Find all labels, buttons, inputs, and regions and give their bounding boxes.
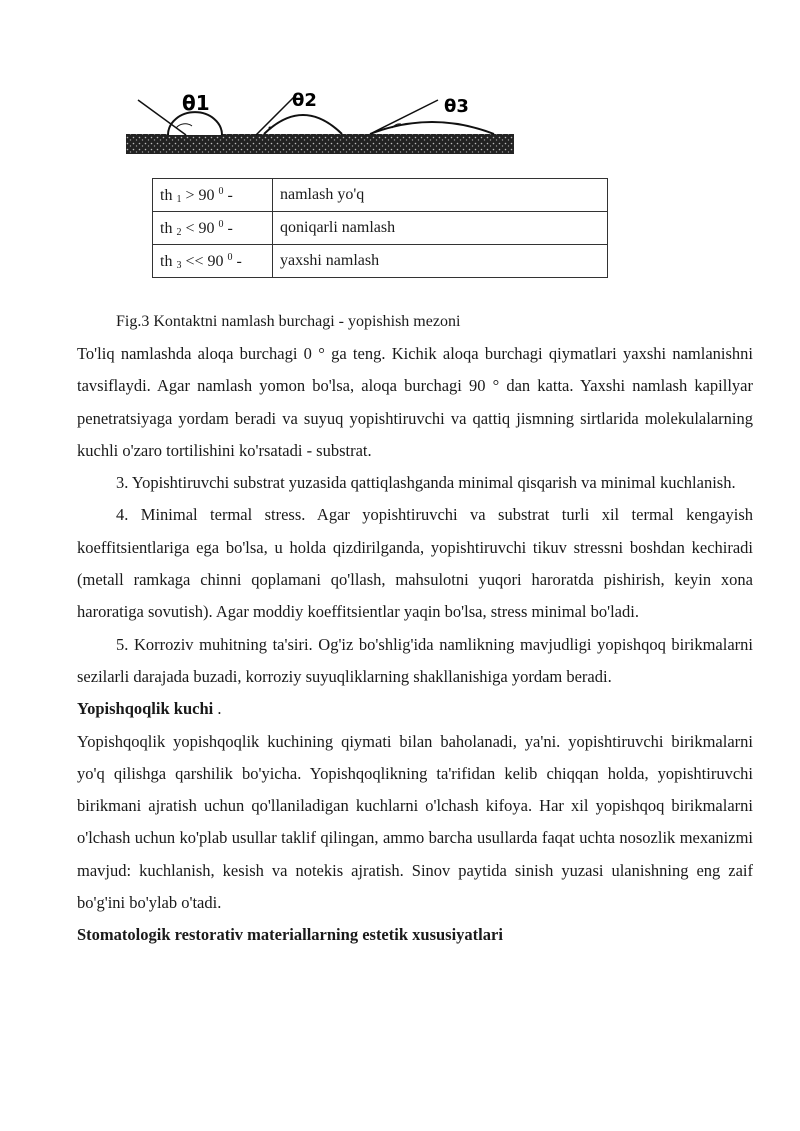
substrate-surface [126,134,514,154]
angle-cell: th $_3$ << 90 $^0$ - [153,245,273,278]
theta2-label: θ2 [292,90,317,111]
figure-caption: Fig.3 Kontaktni namlash burchagi - yopishish mezoni [116,313,461,330]
drop-1 [138,91,222,135]
description-cell: yaxshi namlash [273,245,608,278]
description-cell: qoniqarli namlash [273,212,608,245]
angle-cell: th $_2$ < 90 $^0$ - [153,212,273,245]
body-text [77,338,753,952]
paragraph-item-3: 3. Yopishtiruvchi substrat yuzasida qattiqlashganda minimal qisqarish va minimal kuchlanish. [116,473,736,493]
heading-aesthetic-properties: Stomatologik restorativ materiallarning estetik xususiyatlari [77,925,503,945]
theta3-label: θ3 [444,96,469,117]
description-cell: namlash yo'q [273,179,608,212]
heading-text: Yopishqoqlik kuchi [77,699,214,719]
table-row [153,179,608,212]
drop-2 [256,90,342,135]
heading-adhesion-strength: Yopishqoqlik kuchi . [77,699,222,719]
table-row [153,212,608,245]
drop-3 [370,96,494,134]
table-row [153,245,608,278]
theta1-label: θ1 [182,91,210,115]
paragraph-wetting: To'liq namlashda aloqa burchagi 0 ° ga teng. Kichik aloqa burchagi qiymatlari yaxshi namlanishni tavsiflaydi. Agar namlash yomon bo'lsa, aloqa burchagi 90 ° dan katta. Yaxshi namlash kapillyar penetratsiyaga yordam beradi va suyuq yopishtiruvchi va qattiq jismning sirtlarida molekulalarning kuchli o'zaro tortilishini ko'rsatadi - substrat. [77,344,753,460]
paragraph-item-4: 4. Minimal termal stress. Agar yopishtiruvchi va substrat turli xil termal kengayish koeffitsientlariga ega bo'lsa, u holda qizdirilganda, yopishtiruvchi tikuv stressni boshdan kechiradi (metall ramkaga chinni qoplamani qo'llash, mahsulotni yuqori haroratda pishirish, keyin xona haroratiga sovutish). Agar moddiy koeffitsientlar yaqin bo'lsa, stress minimal bo'ladi. [77,505,753,622]
contact-angle-figure [120,88,520,160]
paragraph-item-5: 5. Korroziv muhitning ta'siri. Og'iz bo'shlig'ida namlikning mavjudligi yopishqoq birikmalarni sezilarli darajada buzadi, korroziy suyuqliklarning shakllanishiga yordam beradi. [77,634,753,686]
contact-angle-table [152,178,608,278]
angle-cell: th $_1$ > 90 $^0$ - [153,179,273,212]
paragraph-adhesion: Yopishqoqlik yopishqoqlik kuchining qiymati bilan baholanadi, ya'ni. yopishtiruvchi birikmalarni yo'q qilishga qarshilik bo'yicha. Yopishqoqlikning ta'rifidan kelib chiqqan holda, yopishtiruvchi birikmani ajratish uchun qo'llaniladigan kuchlarni o'lchash kifoya. Har xil yopishqoq birikmalarni o'lchash uchun ko'plab usullar taklif qilingan, ammo barcha usullarda faqat uchta nosozlik mexanizmi mavjud: kuchlanish, kesish va notekis ajratish. Sinov paytida sinish yuzasi ulanishning eng zaif bo'g'ini bo'ylab o'tadi. [77,731,753,913]
